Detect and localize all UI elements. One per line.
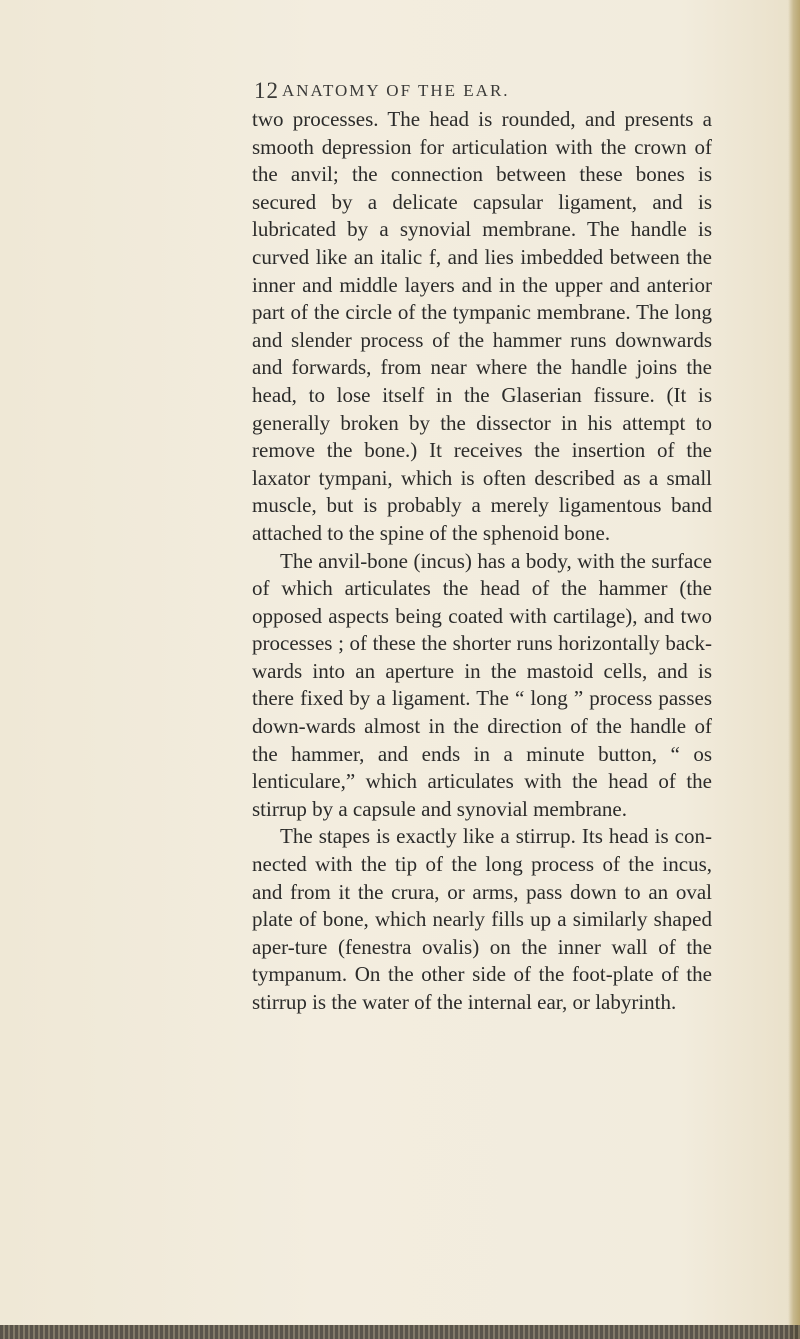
page-bottom-edge bbox=[0, 1325, 800, 1339]
page-edge-shadow bbox=[788, 0, 800, 1339]
body-text bbox=[252, 106, 712, 1017]
running-head: ANATOMY OF THE EAR. bbox=[282, 81, 510, 100]
page-number: 12 bbox=[254, 78, 279, 103]
page-header bbox=[254, 78, 624, 104]
paragraph-anvil-bone: The anvil-bone (incus) has a body, with the surface of which articulates the head of the hammer (the opposed aspects being coated with cartilage), and two processes ; of these the shorter runs horizontally back-wards into an aperture in the mastoid cells, and is there fixed by a ligament. The “ long ” process passes down-wards almost in the direction of the handle of the hammer, and ends in a minute button, “ os lenticulare,” which articulates with the head of the stirrup by a capsule and synovial membrane. bbox=[252, 548, 712, 821]
paragraph-hammer-processes: two processes. The head is rounded, and presents a smooth depression for articulation with the crown of the anvil; the connection between these bones is secured by a delicate capsular ligament, and is lubricated by a synovial membrane. The handle is curved like an italic f, and lies imbedded between the inner and middle layers and in the upper and anterior part of the circle of the tympanic membrane. The long and slender process of the hammer runs downwards and forwards, from near where the handle joins the head, to lose itself in the Glaserian fissure. (It is generally broken by the dissector in his attempt to remove the bone.) It receives the insertion of the laxator tympani, which is often described as a small muscle, but is probably a merely ligamentous band attached to the spine of the sphenoid bone. bbox=[252, 107, 712, 545]
paragraph-stapes: The stapes is exactly like a stirrup. Its head is con-nected with the tip of the long process of the incus, and from it the crura, or arms, pass down to an oval plate of bone, which nearly fills up a similarly shaped aper-ture (fenestra ovalis) on the inner wall of the tympanum. On the other side of the foot-plate of the stirrup is the water of the internal ear, or labyrinth. bbox=[252, 824, 712, 1014]
